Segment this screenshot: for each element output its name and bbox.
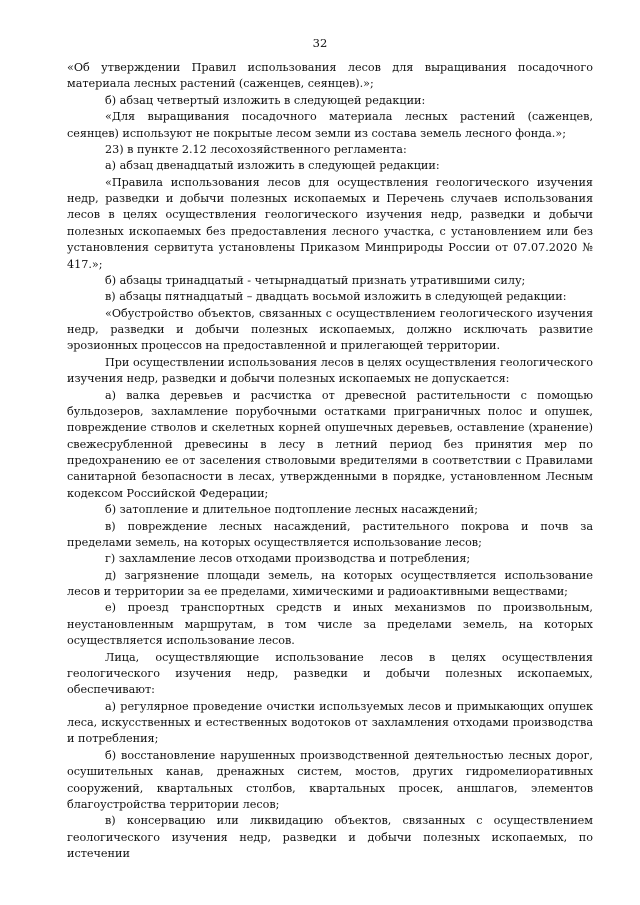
paragraph: При осуществлении использования лесов в целях осуществления геологического изучения недр, разведки и добычи полезных ископаемых не допускается:: [67, 355, 593, 386]
paragraph: б) затопление и длительное подтопление лесных насаждений;: [105, 503, 478, 517]
paragraph: в) консервацию или ликвидацию объектов, связанных с осуществлением геологического изучения недр, разведки и добычи полезных ископаемых, по истечении: [67, 814, 593, 860]
paragraph: «Правила использования лесов для осуществления геологического изучения недр, разведки и добычи полезных ископаемых и Перечень случаев использования лесов в целях осуществления геологического изучения недр, разведки и добычи полезных ископаемых без предоставления лесного участка, с установлением или без установления сервитута установлены Приказом Минприроды России от 07.07.2020 № 417.»;: [67, 175, 593, 271]
paragraph: в) абзацы пятнадцатый – двадцать восьмой изложить в следующей редакции:: [105, 290, 567, 304]
page-number: 32: [312, 36, 328, 50]
paragraph: е) проезд транспортных средств и иных механизмов по произвольным, неустановленным маршрутам, в том числе за пределами земель, на которых осуществляется использование лесов.: [67, 601, 593, 648]
paragraph: «Для выращивания посадочного материала лесных растений (саженцев, сеянцев) используют не покрытые лесом земли из состава земель лесного фонда.»;: [67, 110, 593, 140]
paragraph: г) захламление лесов отходами производства и потребления;: [105, 552, 471, 566]
paragraph: а) регулярное проведение очистки используемых лесов и примыкающих опушек леса, искусственных и естественных водотоков от захламления отходами производства и потребления;: [67, 699, 593, 746]
paragraph: «Обустройство объектов, связанных с осуществлением геологического изучения недр, разведки и добычи полезных ископаемых, должно исключать развитие эрозионных процессов на предоставленной и прилегающей территории.: [67, 306, 593, 353]
paragraph: а) валка деревьев и расчистка от древесной растительности с помощью бульдозеров, захламление порубочными остатками приграничных полос и опушек, повреждение стволов и скелетных корней опушечных деревьев, оставление (хранение) свежесрубленной древесины в лесу в летний период без принятия мер по предохранению ее от заселения стволовыми вредителями в соответствии с Правилами санитарной безопасности в лесах, утвержденными в порядке, установленном Лесным кодексом Российской Федерации;: [67, 388, 593, 500]
paragraph: б) абзац четвертый изложить в следующей редакции:: [105, 93, 426, 107]
paragraph: Лица, осуществляющие использование лесов в целях осуществления геологического изучения недр, разведки и добычи полезных ископаемых, обеспечивают:: [67, 650, 593, 697]
document-body: [67, 60, 593, 862]
paragraph: 23) в пункте 2.12 лесохозяйственного регламента:: [105, 142, 407, 156]
paragraph: д) загрязнение площади земель, на которых осуществляется использование лесов и территории за ее пределами, химическими и радиоактивными веществами;: [67, 568, 593, 598]
paragraph: в) повреждение лесных насаждений, растительного покрова и почв за пределами земель, на которых осуществляется использование лесов;: [67, 519, 593, 549]
paragraph: б) абзацы тринадцатый - четырнадцатый признать утратившими силу;: [105, 273, 526, 287]
paragraph: «Об утверждении Правил использования лесов для выращивания посадочного материала лесных растений (саженцев, сеянцев).»;: [67, 61, 593, 91]
paragraph: б) восстановление нарушенных производственной деятельностью лесных дорог, осушительных канав, дренажных систем, мостов, других гидромелиоративных сооружений, квартальных столбов, квартальных просек, аншлагов, элементов благоустройства территории лесов;: [67, 748, 593, 811]
paragraph: а) абзац двенадцатый изложить в следующей редакции:: [105, 159, 440, 173]
